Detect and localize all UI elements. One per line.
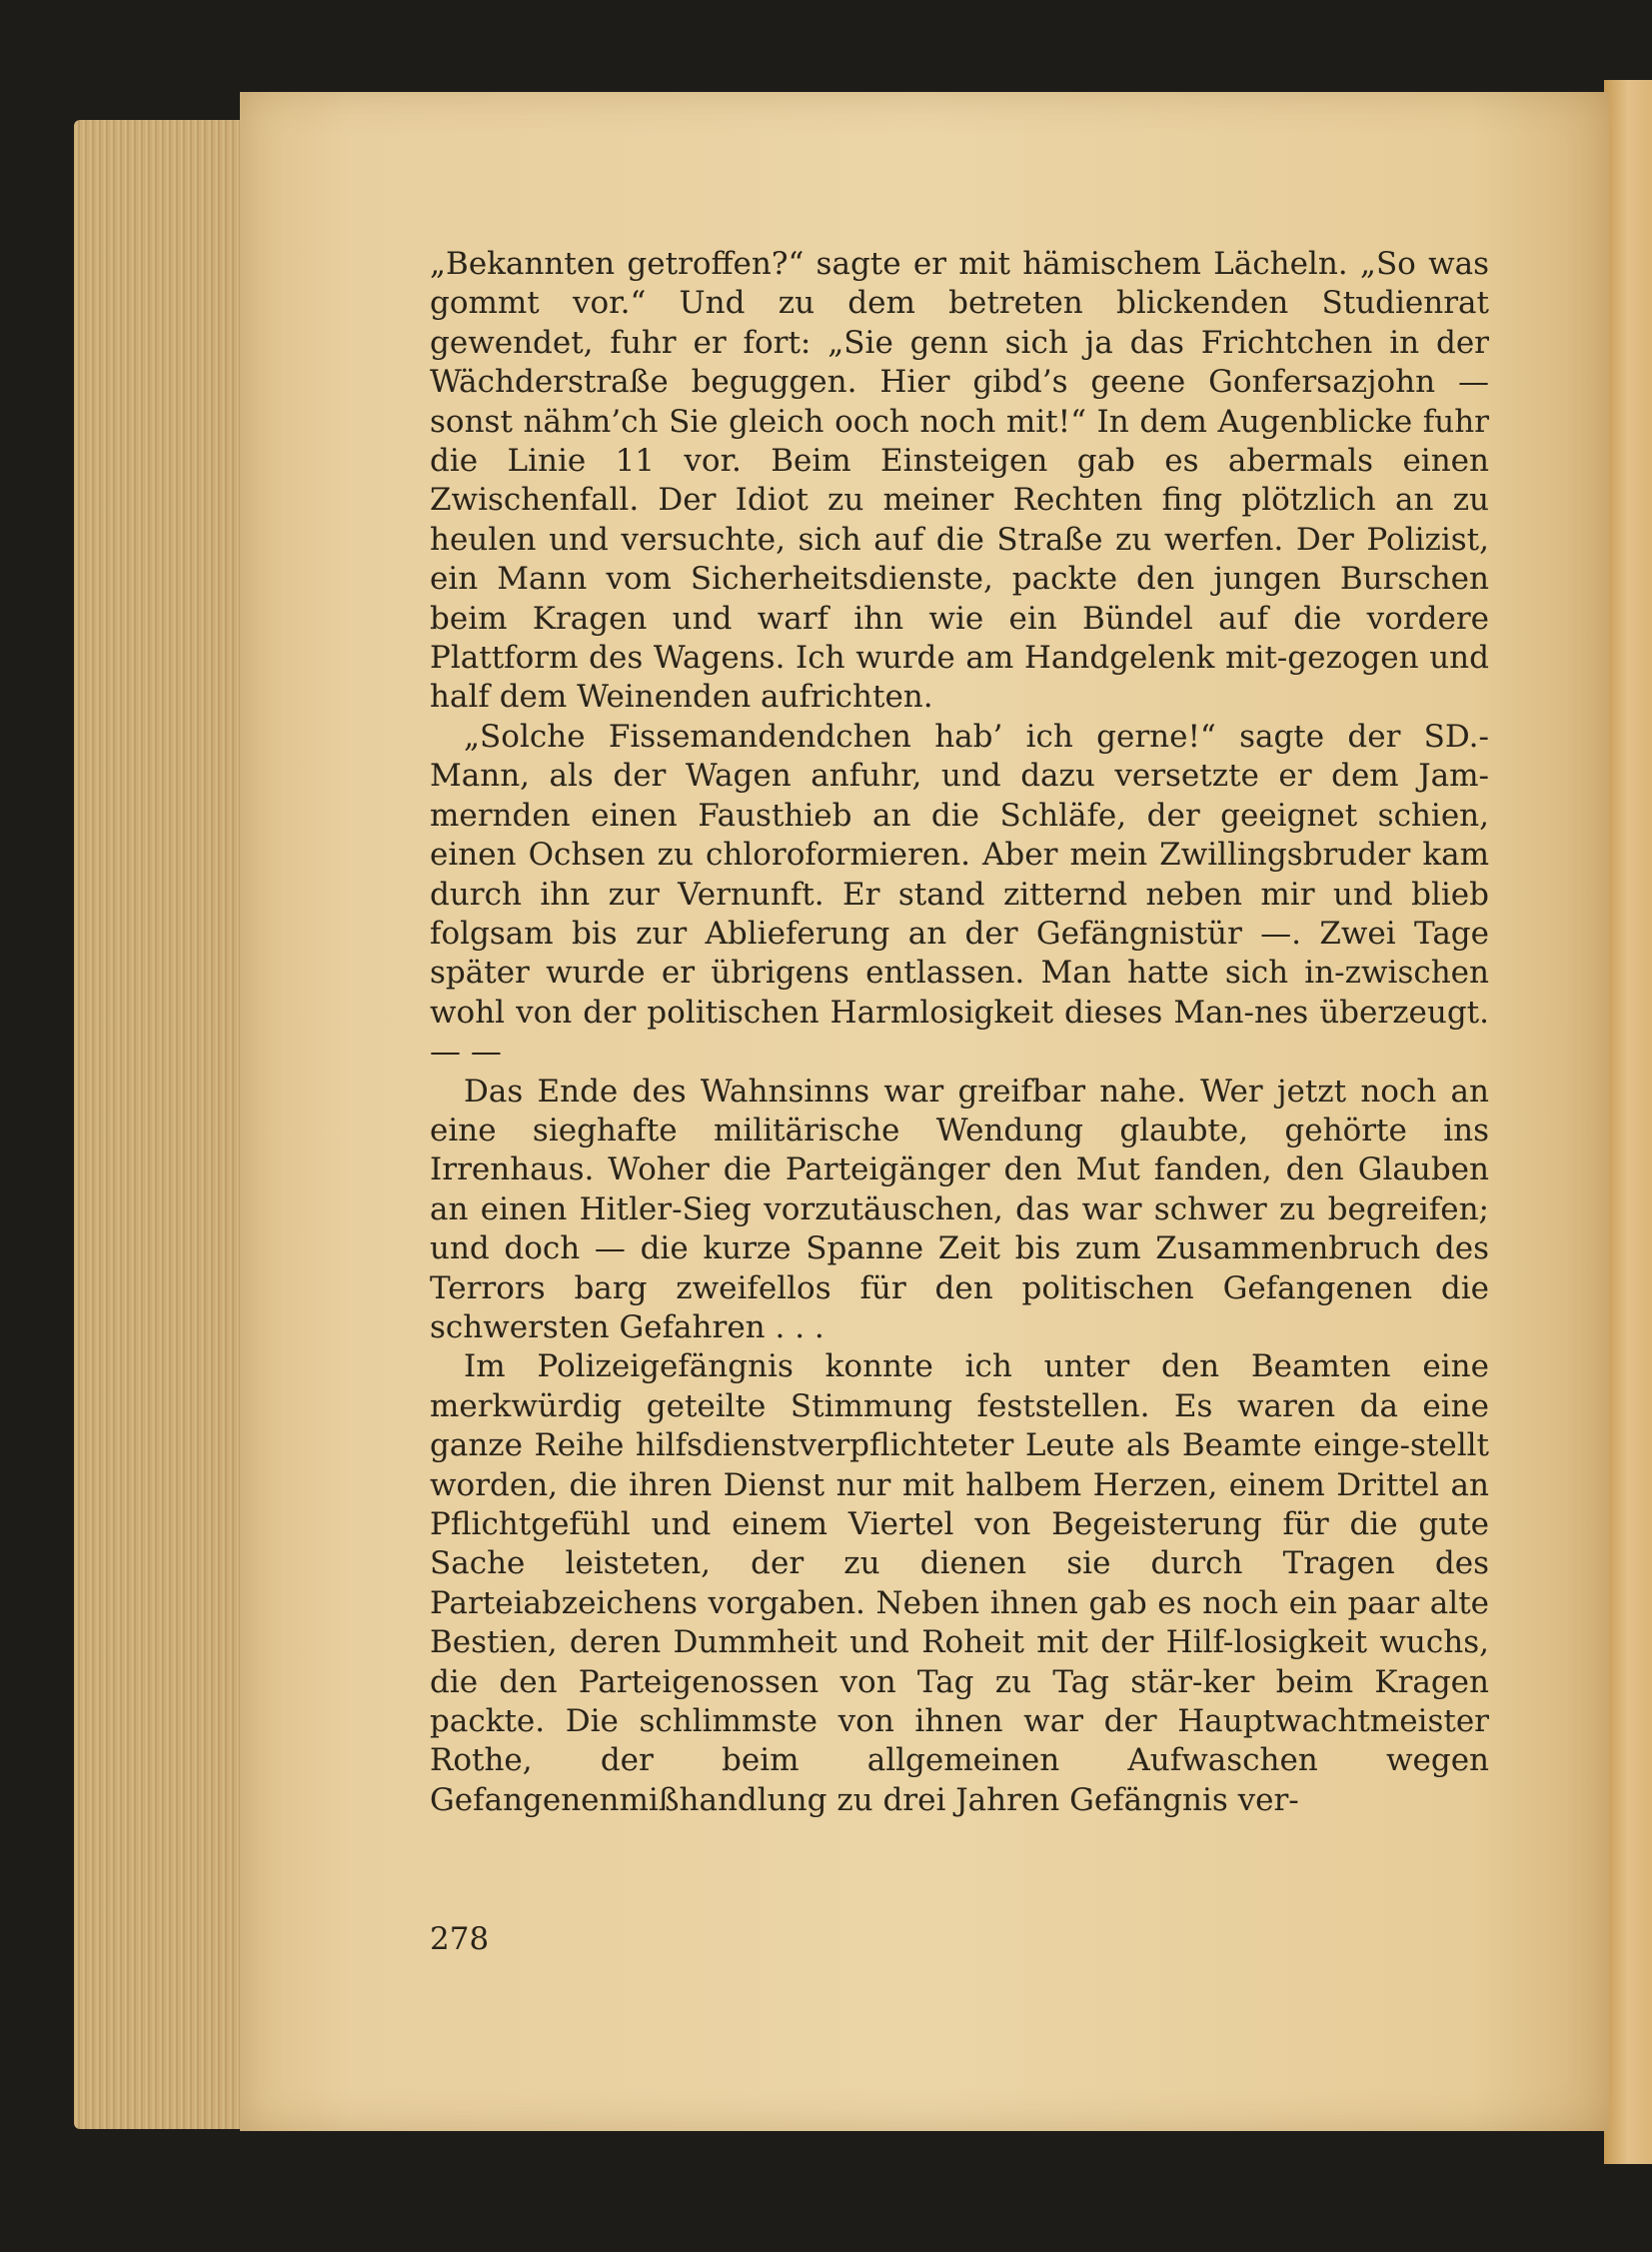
paragraph-2: „Solche Fissemandendchen hab’ ich gerne!“ sagte der SD.-Mann, als der Wagen anfuhr, und dazu versetzte er dem Jam-mernden einen Fausthieb an die Schläfe, der geeignet schien, einen Ochsen zu chloroformieren. Aber mein Zwillingsbruder kam durch ihn zur Vernunft. Er stand zitternd neben mir und blieb folgsam bis zur Ablieferung an der Gefängnistür —. Zwei Tage später wurde er übrigens entlassen. Man hatte sich in-zwischen wohl von der politischen Harmlosigkeit dieses Man-nes überzeugt. — — xyxy=(430,718,1489,1071)
page-edges xyxy=(74,120,254,2129)
paragraph-3: Das Ende des Wahnsinns war greifbar nahe. Wer jetzt noch an eine sieghafte militärische Wendung glaubte, gehörte ins Irrenhaus. Woher die Parteigänger den Mut fanden, den Glauben an einen Hitler-Sieg vorzutäuschen, das war schwer zu begreifen; und doch — die kurze Spanne Zeit bis zum Zusammenbruch des Terrors barg zweifellos für den politischen Gefangenen die schwersten Gefahren . . . xyxy=(430,1073,1489,1345)
paragraph-4: Im Polizeigefängnis konnte ich unter den Beamten eine merkwürdig geteilte Stimmung feststellen. Es waren da eine ganze Reihe hilfsdienstverpflichteter Leute als Beamte einge-stellt worden, die ihren Dienst nur mit halbem Herzen, einem Drittel an Pflichtgefühl und einem Viertel von Begeisterung für die gute Sache leisteten, der zu dienen sie durch Tragen des Parteiabzeichens vorgaben. Neben ihnen gab es noch ein paar alte Bestien, deren Dummheit und Roheit mit der Hilf-losigkeit wuchs, die den Parteigenossen von Tag zu Tag stär-ker beim Kragen packte. Die schlimmste von ihnen war der Hauptwachtmeister Rothe, der beim allgemeinen Aufwaschen wegen Gefangenenmißhandlung zu drei Jahren Gefängnis ver- xyxy=(430,1348,1489,1818)
body-text xyxy=(430,245,1489,1820)
page-number: 278 xyxy=(430,1921,490,1957)
paragraph-1: „Bekannten getroffen?“ sagte er mit hämischem Lächeln. „So was gommt vor.“ Und zu dem betreten blickenden Studienrat gewendet, fuhr er fort: „Sie genn sich ja das Frichtchen in der Wächderstraße beguggen. Hier gibd’s geene Gonfersazjohn — sonst nähm’ch Sie gleich ooch noch mit!“ In dem Augenblicke fuhr die Linie 11 vor. Beim Einsteigen gab es abermals einen Zwischenfall. Der Idiot zu meiner Rechten fing plötzlich an zu heulen und versuchte, sich auf die Straße zu werfen. Der Polizist, ein Mann vom Sicherheitsdienste, packte den jungen Burschen beim Kragen und warf ihn wie ein Bündel auf die vordere Plattform des Wagens. Ich wurde am Handgelenk mit-gezogen und half dem Weinenden aufrichten. xyxy=(430,246,1489,716)
next-page-edge xyxy=(1604,80,1652,2164)
